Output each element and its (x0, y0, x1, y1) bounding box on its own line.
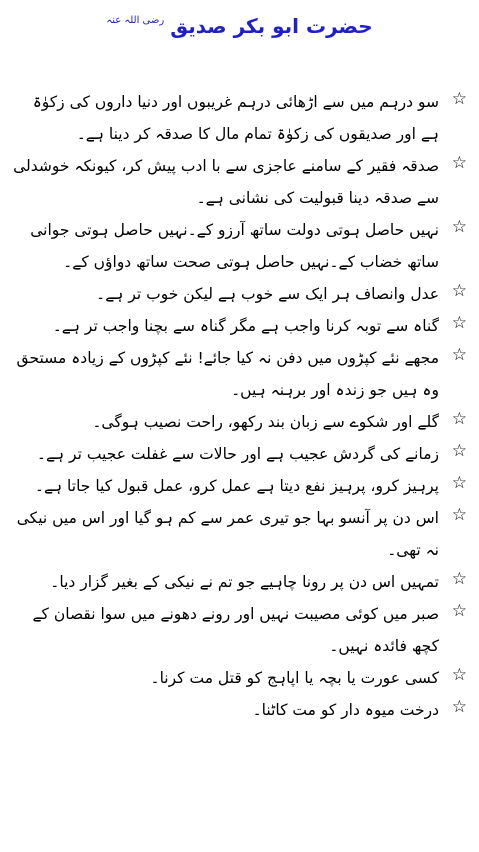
star-outline-icon: ☆ (451, 505, 467, 525)
list-item (12, 214, 467, 278)
saying-text: صدقہ فقیر کے سامنے عاجزی سے با ادب پیش کر، کیونکہ خوشدلی سے صدقہ دینا قبولیت کی نشانی ہے۔ (13, 157, 439, 207)
saying-text: نہیں حاصل ہوتی دولت ساتھ آرزو کے۔نہیں حاصل ہوتی جوانی ساتھ خضاب کے۔نہیں حاصل ہوتی صحت ساتھ دواؤں کے۔ (30, 221, 439, 271)
star-outline-icon: ☆ (451, 89, 467, 109)
page-title: حضرت ابو بکر صدیق (170, 14, 373, 38)
star-outline-icon: ☆ (451, 473, 467, 493)
star-outline-icon: ☆ (451, 441, 467, 461)
star-outline-icon: ☆ (451, 313, 467, 333)
list-item (12, 150, 467, 214)
list-item (12, 502, 467, 566)
page-header (0, 14, 479, 38)
list-item (12, 598, 467, 662)
saying-text: پرہیز کرو، پرہیز نفع دیتا ہے عمل کرو، عمل قبول کیا جاتا ہے۔ (34, 477, 439, 495)
saying-text: تمہیں اس دن پر رونا چاہیے جو تم نے نیکی کے بغیر گزار دیا۔ (50, 573, 439, 591)
sayings-list (12, 86, 467, 726)
list-item (12, 662, 467, 694)
saying-text: کسی عورت یا بچہ یا اپاہج کو قتل مت کرنا۔ (150, 669, 439, 687)
list-item (12, 310, 467, 342)
star-outline-icon: ☆ (451, 345, 467, 365)
list-item (12, 566, 467, 598)
list-item (12, 438, 467, 470)
saying-text: اس دن پر آنسو بہا جو تیری عمر سے کم ہو گیا اور اس میں نیکی نہ تھی۔ (16, 509, 439, 559)
list-item (12, 470, 467, 502)
star-outline-icon: ☆ (451, 217, 467, 237)
list-item (12, 342, 467, 406)
list-item (12, 406, 467, 438)
saying-text: سو درہم میں سے اڑھائی درہم غریبوں اور دنیا داروں کی زکوٰۃ ہے اور صدیقوں کی زکوٰۃ تمام مال کا صدقہ کر دینا ہے۔ (32, 93, 439, 143)
saying-text: عدل وانصاف ہر ایک سے خوب ہے لیکن خوب تر ہے۔ (96, 285, 439, 303)
honorific-mark: رضی اللہ عنہ (106, 14, 165, 26)
star-outline-icon: ☆ (451, 601, 467, 621)
star-outline-icon: ☆ (451, 281, 467, 301)
saying-text: درخت میوہ دار کو مت کاٹنا۔ (252, 701, 439, 719)
list-item (12, 86, 467, 150)
star-outline-icon: ☆ (451, 569, 467, 589)
star-outline-icon: ☆ (451, 153, 467, 173)
star-outline-icon: ☆ (451, 409, 467, 429)
list-item (12, 278, 467, 310)
saying-text: گلے اور شکوے سے زبان بند رکھو، راحت نصیب ہوگی۔ (92, 413, 439, 431)
list-item (12, 694, 467, 726)
star-outline-icon: ☆ (451, 697, 467, 717)
saying-text: مجھے نئے کپڑوں میں دفن نہ کیا جائے! نئے کپڑوں کے زیادہ مستحق وہ ہیں جو زندہ اور برہنہ ہیں۔ (16, 349, 439, 399)
saying-text: گناہ سے توبہ کرنا واجب ہے مگر گناہ سے بچنا واجب تر ہے۔ (52, 317, 439, 335)
saying-text: زمانے کی گردش عجیب ہے اور حالات سے غفلت عجیب تر ہے۔ (36, 445, 439, 463)
saying-text: صبر میں کوئی مصیبت نہیں اور رونے دھونے میں سوا نقصان کے کچھ فائدہ نہیں۔ (32, 605, 439, 655)
star-outline-icon: ☆ (451, 665, 467, 685)
